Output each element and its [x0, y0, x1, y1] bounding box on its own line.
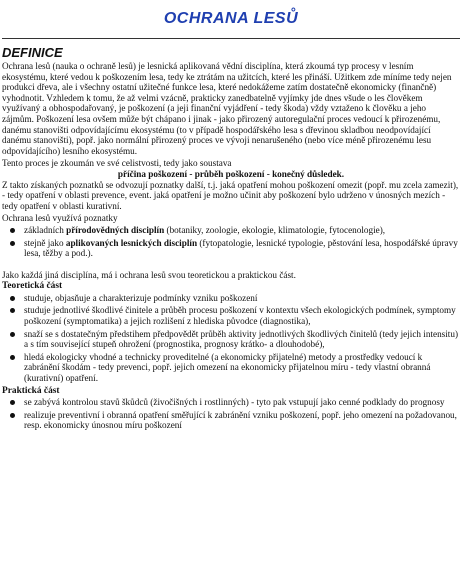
title-divider	[2, 38, 460, 39]
damage-chain: příčina poškození - průběh poškození - konečný důsledek.	[117, 168, 345, 179]
knowledge-paragraph: Z takto získaných poznatků se odvozují poznatky další, t.j. jaká opatření mohou poškození omezit (popř. mu zcela zamezit), - tedy opatření v oblasti prevence, event. jaká opatření je možno učinit aby poškození bylo udrženo v únosných mezích - tedy opatření v oblasti kurativní.	[2, 179, 459, 211]
list-item: stejně jako aplikovaných lesnických disciplín (fytopatologie, lesnické typologie, pěstování lesa, hospodářské úpravy lesa, těžby a pod.).	[24, 238, 460, 259]
disciplines-intro: Jako každá jiná disciplína, má i ochrana lesů svou teoretickou a praktickou část.	[2, 269, 296, 280]
list-item: hledá ekologicky vhodné a technicky proveditelné (a ekonomicky přijatelné) metody a prostředky vedoucí k zabránění škodám - tedy prevenci, popř. jejich omezení na ekonomicky přijatelnou míru - tedy vlastní obranná (kurativní) opatření.	[24, 352, 460, 384]
definition-paragraph: Ochrana lesů (nauka o ochraně lesů) je lesnická aplikovaná vědní disciplína, která zkoumá typ procesy v lesním ekosystému, které vedou k poškozením lesa, tedy ke ztrátám na užitcích, které les přináší. Užitkem zde míníme tedy nejen produkci dřeva, ale i všechny ostatní užitečné funkce lesa, které nedokážeme zatím dostatečně ekonomicky (finančně) vyhodnotit. Vzhledem k tomu, že až velmi vzácně, prakticky zanedbatelně vyjímky jde dnes všude o les člověkem využívaný a obhospodařovaný, je poškození (a jeji finanční vyjádření - tedy škoda) vždy vztaženo k člověku a jeho zájmům. Poškození lesa ovšem může být chápano i jinak - jako přirozený autoregulační proces vedoucí k přirozenému, danému stanovišti odpovídajícímu ekosystému (to v případě hospodářského lesa s dřevinou skladbou neodpovídající danému stanovišti), popř. jako normální přirozený proces ve vývoji nenarušeného (nebo více méně přirozenému lesu odpovídajícího) lesního ekosystému.	[2, 61, 452, 156]
list-item: studuje, objasňuje a charakterizuje podmínky vzniku poškození	[24, 293, 460, 304]
list-item: snaží se s dostatečným předstihem předpovědět průběh aktivity jednotlivých škodlivých činitelů (tedy jejich intensitu) a s tím související stupeň ohrožení (prognostika, prognosy krátko- a dlouhodobé),	[24, 328, 459, 350]
list-item: základních přírodovědných disciplín (botaniky, zoologie, ekologie, klimatologie, fytocenologie),	[24, 225, 460, 236]
list-item: studuje jednotlivé škodlivé činitele a průběh procesu poškození v kontextu všech ekologických podmínek, symptomy poškození (symptomatika) a jejich rozlišení z hlediska původce (diagnostika),	[24, 305, 460, 326]
list-item: realizuje preventivní i obranná opatření směřující k zabránění vzniku poškození, popř. jeho omezení na požadovanou, resp. ekonomicky únosnou míru poškození	[24, 410, 460, 431]
page-title: OCHRANA LESŮ	[163, 10, 299, 27]
section-heading-definice: DEFINICE	[2, 45, 63, 60]
process-paragraph: Tento proces je zkoumán ve své celistvosti, tedy jako soustava	[2, 158, 232, 169]
theory-list	[2, 293, 460, 384]
knowledge-intro: Ochrana lesů využívá poznatky	[2, 213, 118, 224]
practice-list	[2, 397, 460, 431]
theory-heading: Teoretická část	[2, 281, 63, 292]
knowledge-list	[2, 225, 460, 259]
practice-heading: Praktická část	[2, 385, 60, 396]
list-item: se zabývá kontrolou stavů škůdců (živočišných i rostlinných) - tyto pak vstupují jako cenné podklady do prognosy	[24, 397, 460, 408]
